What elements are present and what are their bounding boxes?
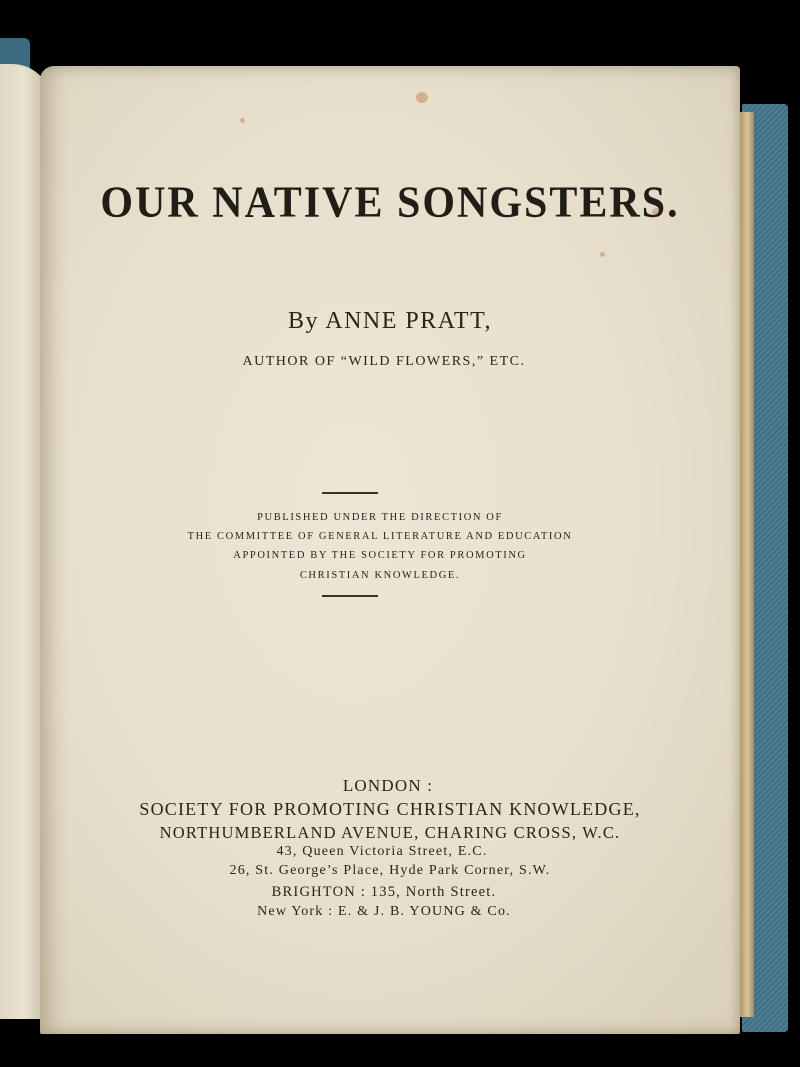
imprint-line: SOCIETY FOR PROMOTING CHRISTIAN KNOWLEDGE, [139, 799, 641, 819]
book-title: OUR NATIVE SONGSTERS. [100, 178, 680, 228]
publication-note-line: APPOINTED BY THE SOCIETY FOR PROMOTING [233, 550, 527, 561]
imprint-line: New York : E. & J. B. YOUNG & Co. [257, 904, 511, 919]
publication-note-line: THE COMMITTEE OF GENERAL LITERATURE AND EDUCATION [187, 531, 573, 542]
foxing-spot [416, 92, 428, 103]
foxing-spot [240, 118, 245, 123]
title-page [40, 66, 740, 1034]
divider-rule-top [322, 492, 378, 494]
imprint-line: 43, Queen Victoria Street, E.C. [276, 844, 488, 859]
author-credit: AUTHOR OF “WILD FLOWERS,” ETC. [242, 354, 526, 369]
imprint-line: 26, St. George’s Place, Hyde Park Corner, S.W. [229, 863, 551, 878]
foxing-spot [600, 252, 605, 257]
publication-note-line: PUBLISHED UNDER THE DIRECTION OF [257, 512, 503, 523]
imprint-line: NORTHUMBERLAND AVENUE, CHARING CROSS, W.C. [159, 823, 621, 842]
publication-note-line: CHRISTIAN KNOWLEDGE. [299, 570, 461, 581]
divider-rule-bottom [322, 595, 378, 597]
author-line: By ANNE PRATT, [288, 308, 492, 334]
imprint-line: BRIGHTON : 135, North Street. [271, 884, 497, 900]
imprint-line: LONDON : [342, 776, 434, 795]
